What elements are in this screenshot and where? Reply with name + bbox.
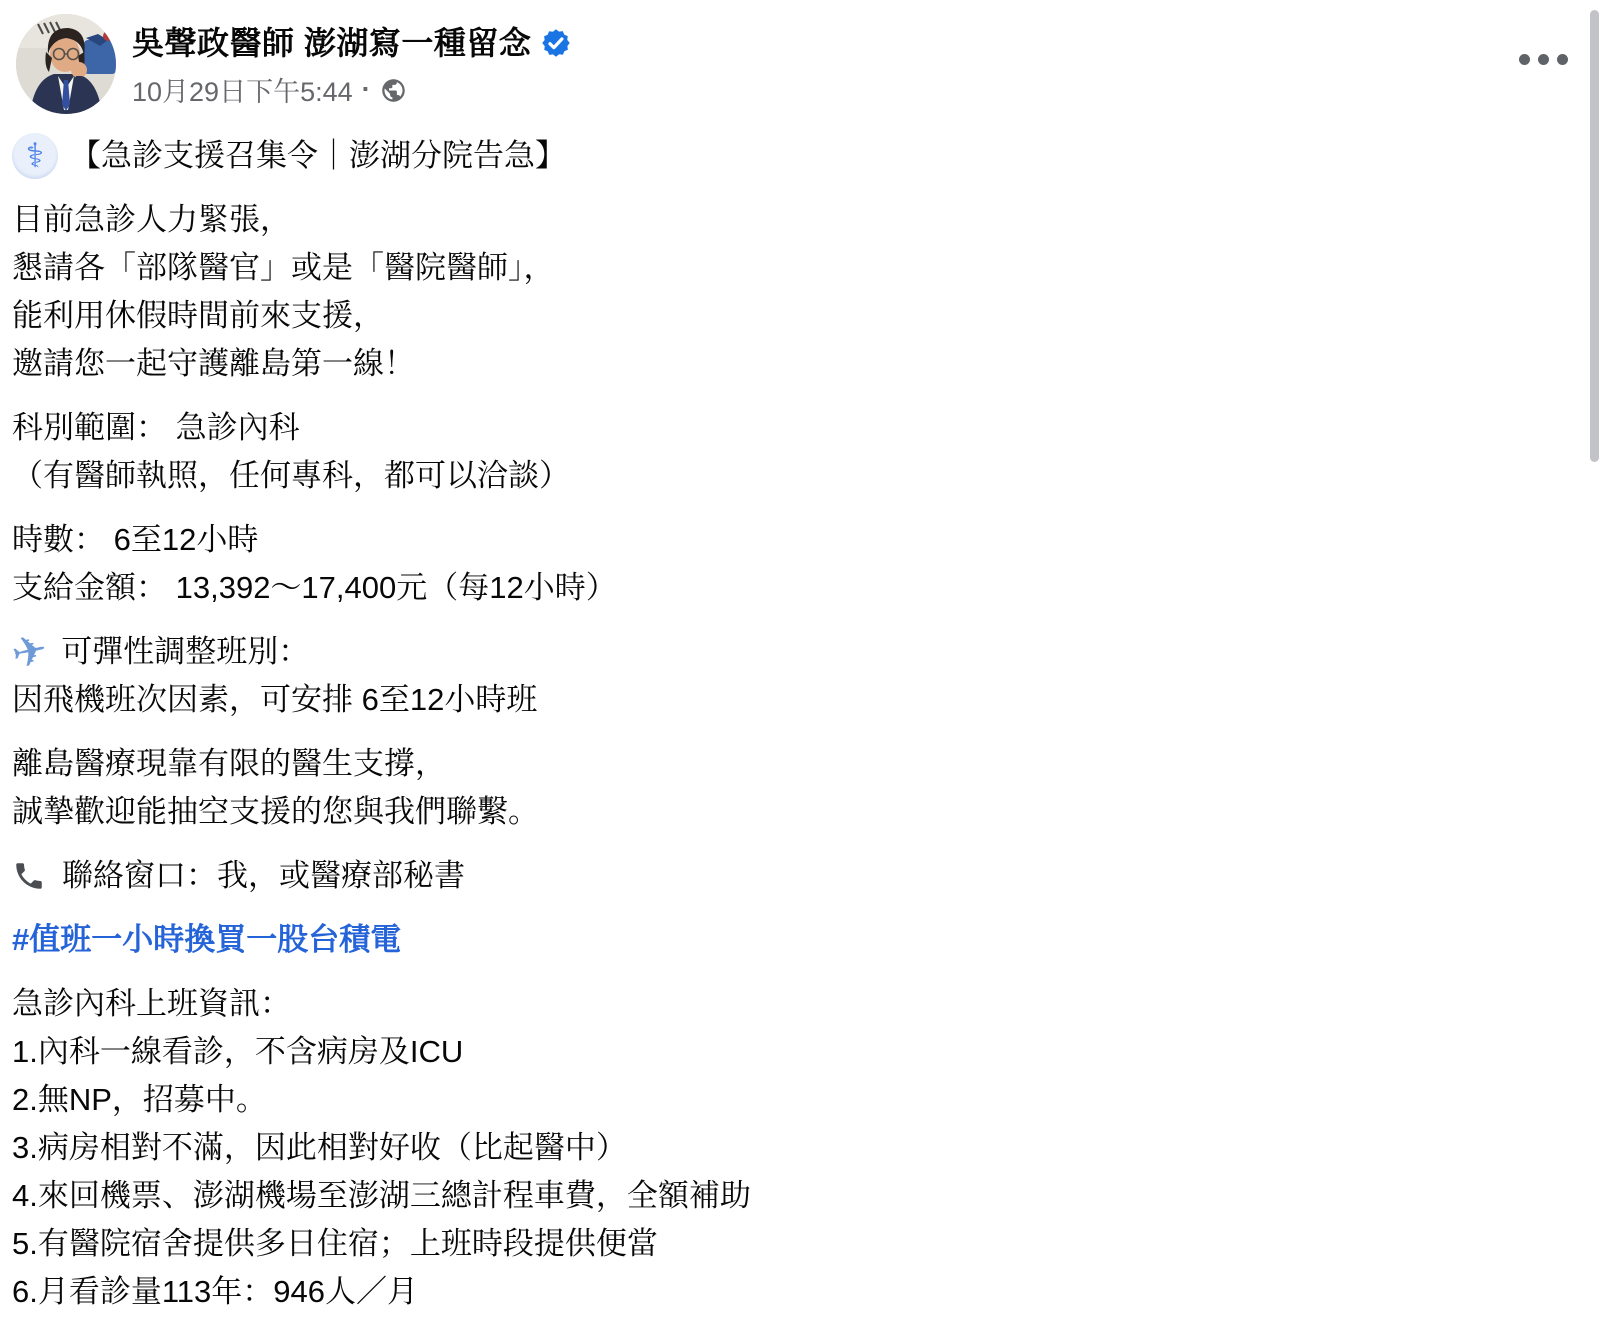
post-text: 時數： 6至12小時 bbox=[12, 522, 259, 557]
avatar-photo bbox=[16, 14, 116, 114]
timestamp-separator: · bbox=[361, 74, 371, 104]
hashtag-link[interactable]: #值班一小時換買一股台積電 bbox=[12, 922, 402, 957]
post-text-line bbox=[12, 196, 1560, 244]
timestamp[interactable]: 10月29日下午5:44 bbox=[132, 77, 353, 107]
post-text-line bbox=[12, 244, 1560, 292]
three-dots-icon bbox=[1519, 54, 1530, 65]
post-text: （有醫師執照，任何專科，都可以洽談） bbox=[12, 458, 570, 493]
post-text: 誠摯歡迎能抽空支援的您與我們聯繫。 bbox=[12, 794, 539, 829]
post-text: 邀請您一起守護離島第一線！ bbox=[12, 346, 415, 381]
post-text-line bbox=[12, 564, 1560, 612]
post-text: 5.有醫院宿舍提供多日住宿；上班時段提供便當 bbox=[12, 1226, 658, 1261]
post-paragraph bbox=[7, 624, 1560, 724]
post-text: 目前急診人力緊張， bbox=[12, 202, 291, 237]
post-body bbox=[0, 114, 1600, 1316]
post-text-line bbox=[7, 624, 1560, 679]
post-text: 離島醫療現靠有限的醫生支撐， bbox=[12, 746, 446, 781]
post-text: 6.月看診量113年：946人／月 bbox=[12, 1274, 418, 1309]
post-text: 1.內科一線看診，不含病房及ICU bbox=[12, 1034, 464, 1069]
post-text: 因飛機班次因素，可安排 6至12小時班 bbox=[12, 682, 538, 717]
post-text-line bbox=[12, 516, 1560, 564]
post-text-line bbox=[12, 980, 1560, 1028]
medical-symbol-icon: ⚕ bbox=[12, 133, 58, 179]
post-paragraph bbox=[12, 852, 1560, 900]
post-text: 能利用休假時間前來支援， bbox=[12, 298, 384, 333]
post-text-line bbox=[12, 1076, 1560, 1124]
header-text-block bbox=[132, 14, 571, 114]
post-text-line bbox=[12, 1268, 1560, 1316]
post-text: 懇請各「部隊醫官」或是「醫院醫師」， bbox=[12, 250, 555, 285]
post-text-line bbox=[12, 788, 1560, 836]
post-text: 聯絡窗口：我，或醫療部秘書 bbox=[62, 858, 465, 893]
timestamp-row[interactable] bbox=[132, 70, 571, 109]
post-paragraph bbox=[12, 516, 1560, 612]
airplane-icon: ✈ bbox=[7, 624, 52, 679]
post-text: 3.病房相對不滿，因此相對好收（比起醫中） bbox=[12, 1130, 627, 1165]
post-text-line bbox=[12, 1220, 1560, 1268]
phone-receiver-icon bbox=[12, 859, 46, 893]
post-text: 【急診支援召集令｜澎湖分院告急】 bbox=[70, 138, 566, 173]
avatar[interactable] bbox=[16, 14, 116, 114]
post-text-line bbox=[12, 676, 1560, 724]
post-text-line bbox=[12, 292, 1560, 340]
post-text-line bbox=[12, 132, 1560, 180]
post-paragraph bbox=[12, 916, 1560, 964]
post-text-line bbox=[12, 916, 1560, 964]
post-text-line bbox=[12, 1124, 1560, 1172]
post-paragraph bbox=[12, 740, 1560, 836]
post-text-line bbox=[12, 1028, 1560, 1076]
post-paragraph bbox=[12, 196, 1560, 388]
post-text: 可彈性調整班別： bbox=[61, 634, 310, 669]
post-paragraph bbox=[12, 132, 1560, 180]
post-text: 支給金額： 13,392～17,400元（每12小時） bbox=[12, 570, 617, 605]
post-paragraph bbox=[12, 980, 1560, 1316]
author-name[interactable]: 吳聲政醫師 澎湖寫一種留念 bbox=[132, 25, 532, 61]
post-header bbox=[0, 0, 1600, 114]
globe-public-icon bbox=[380, 77, 407, 104]
verified-badge-icon bbox=[541, 28, 571, 58]
post-text: 2.無NP，招募中。 bbox=[12, 1082, 267, 1117]
more-options-button[interactable] bbox=[1513, 48, 1574, 71]
post-paragraph bbox=[12, 404, 1560, 500]
post-text: 科別範圍： 急診內科 bbox=[12, 410, 300, 445]
post-text-line bbox=[12, 404, 1560, 452]
post-text-line bbox=[12, 852, 1560, 900]
author-name-row[interactable] bbox=[132, 24, 571, 62]
post-text-line bbox=[12, 452, 1560, 500]
post-text-line bbox=[12, 1172, 1560, 1220]
scrollbar-thumb[interactable] bbox=[1590, 10, 1599, 462]
post-text: 4.來回機票、澎湖機場至澎湖三總計程車費，全額補助 bbox=[12, 1178, 751, 1213]
post-text-line bbox=[12, 740, 1560, 788]
post-text-line bbox=[12, 340, 1560, 388]
post-text: 急診內科上班資訊： bbox=[12, 986, 291, 1021]
